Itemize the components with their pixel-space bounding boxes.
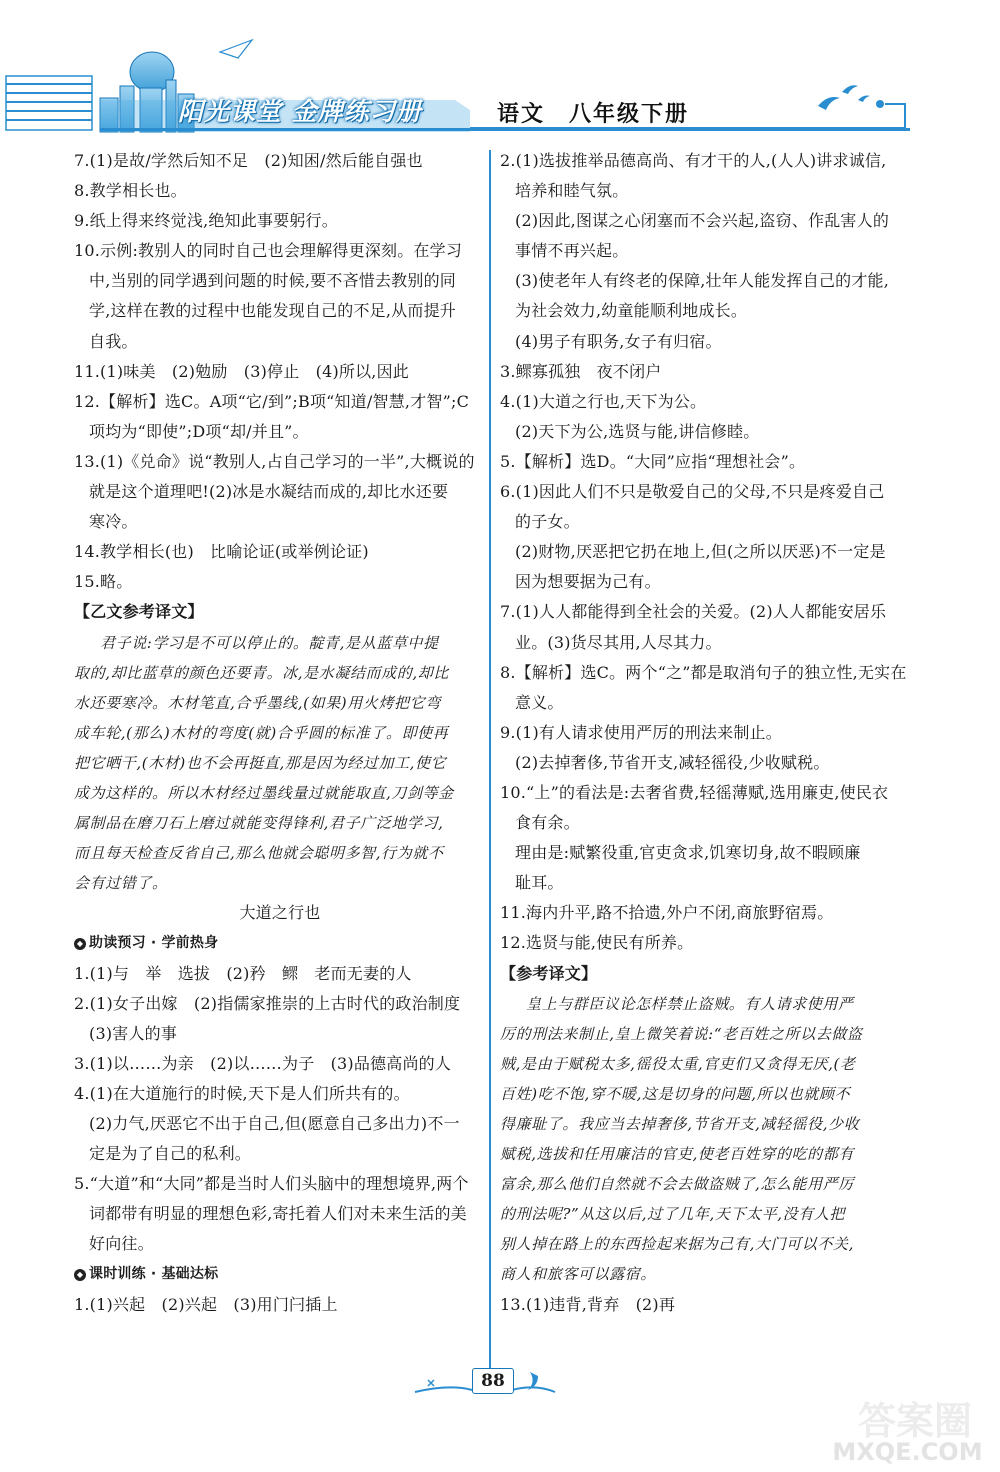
section-heading-text: 课时训练 · 基础达标 [89,1266,219,1283]
answer-line: 10.示例:教别人的同时自己也会理解得更深刻。在学习 [74,241,463,261]
answer-line: 耻耳。 [515,873,564,893]
answer-line: 10.“上”的看法是:去奢省费,轻徭薄赋,选用廉吏,使民衣 [500,782,889,802]
translation-line: 取的,却比蓝草的颜色还要青。冰,是水凝结而成的,却比 [74,663,449,682]
lesson-title: 大道之行也 [239,903,321,923]
column-divider [489,150,491,1375]
translation-line: 君子说:学习是不可以停止的。靛青,是从蓝草中提 [100,633,439,652]
answer-line: 9.(1)有人请求使用严厉的刑法来制止。 [500,722,782,742]
answer-line: 6.(1)因此人们不只是敬爱自己的父母,不只是疼爱自己 [500,482,885,502]
answer-line: (2)力气,厌恶它不出于自己,但(愿意自己多出力)不一 [89,1114,460,1133]
answer-line: 2.(1)女子出嫁 (2)指儒家推崇的上古时代的政治制度 [74,993,461,1013]
paper-plane-icon [220,40,252,58]
answer-line: 业。(3)货尽其用,人尽其力。 [515,632,722,652]
answer-line: 8.教学相长也。 [74,181,187,201]
answer-line: 就是这个道理吧!(2)冰是水凝结而成的,却比水还要 [89,482,449,502]
answer-line: (3)害人的事 [89,1023,178,1043]
answer-line: 培养和睦气氛。 [515,181,629,201]
answer-line: (2)财物,厌恶把它扔在地上,但(之所以厌恶)不一定是 [515,542,886,562]
answer-line: 项均为“即使”;D项“却/并且”。 [89,421,309,441]
answer-line: 好向往。 [89,1234,154,1254]
translation-line: 赋税,选拔和任用廉洁的官吏,使老百姓穿的吃的都有 [500,1145,854,1164]
answer-line: (2)天下为公,选贤与能,讲信修睦。 [515,421,760,441]
translation-line: 别人掉在路上的东西捡起来据为己有,大门可以不关, [500,1235,854,1254]
translation-line: 得廉耻了。我应当去掉奢侈,节省开支,减轻徭役,少收 [500,1115,860,1133]
section-marker-icon: ◆ [74,938,86,950]
answer-line: 13.(1)违背,背弃 (2)再 [500,1294,676,1314]
answer-line: 13.(1)《兑命》说“教别人,占自己学习的一半”,大概说的 [74,451,475,471]
answer-line: 7.(1)人人都能得到全社会的关爱。(2)人人都能安居乐 [500,602,887,622]
watermark-logo: 答案圈 [857,1399,972,1443]
answer-line: 1.(1)与 举 选拔 (2)矜 鳏 老而无妻的人 [74,963,412,983]
answer-line: (3)使老年人有终老的保障,壮年人能发挥自己的才能, [515,271,890,291]
answer-line: 4.(1)在大道施行的时候,天下是人们所共有的。 [74,1083,410,1103]
answer-line: 5.“大道”和“大同”都是当时人们头脑中的理想境界,两个 [74,1174,469,1194]
answer-line: 因为想要据为己有。 [515,572,661,592]
right-column [500,146,910,1320]
translation-line: 商人和旅客可以露宿。 [500,1265,657,1284]
translation-line: 百姓)吃不饱,穿不暖,这是切身的问题,所以也就顾不 [500,1084,851,1103]
translation-heading: 【参考译文】 [500,963,598,983]
answer-line: 3.鳏寡孤独 夜不闭户 [500,361,662,381]
answer-line: 3.(1)以……为亲 (2)以……为子 (3)品德高尚的人 [74,1053,452,1073]
translation-heading: 【乙文参考译文】 [74,602,204,622]
translation-line: 而且每天检查反省自己,那么他就会聪明多智,行为就不 [74,844,444,863]
translation-line: 成车轮,(那么)木材的弯度(就)合乎圆的标准了。即使再 [74,723,449,742]
answer-line: 学,这样在教的过程中也能发现自己的不足,从而提升 [89,301,456,321]
page-number: 88 [472,1368,514,1394]
answer-line: 1.(1)兴起 (2)兴起 (3)用门闩插上 [74,1294,338,1314]
answer-line: 15.略。 [74,572,133,592]
section-heading [74,1259,486,1289]
watermark-site: MXQE.COM [832,1438,983,1466]
answer-line: 14.教学相长(也) 比喻论证(或举例论证) [74,542,369,562]
answer-line: 12.【解析】选C。A项“它/到”;B项“知道/智慧,才智”;C [74,391,470,411]
answer-line: 寒冷。 [89,512,138,532]
translation-line: 富余,那么他们自然就不会去做盗贼了,怎么能用严厉 [500,1175,854,1194]
answer-line: 的子女。 [515,512,580,532]
birds-icon [818,85,870,110]
answer-line: 8.【解析】选C。两个“之”都是取消句子的独立性,无实在 [500,662,907,682]
translation-line: 皇上与群臣议论怎样禁止盗贼。有人请求使用严 [526,994,854,1013]
answer-line: 2.(1)选拔推举品德高尚、有才干的人,(人人)讲求诚信, [500,151,887,170]
answer-line: 11.(1)味美 (2)勉励 (3)停止 (4)所以,因此 [74,361,409,381]
page-header [0,0,1000,150]
left-column [74,146,486,1320]
answer-line: 为社会效力,幼童能顺利地成长。 [515,301,748,321]
translation-line: 成为这样的。所以木材经过墨线量过就能取直,刀剑等金 [74,783,454,802]
answer-line: 11.海内升平,路不拾遗,外户不闭,商旅野宿焉。 [500,903,834,923]
translation-line: 厉的刑法来制止,皇上微笑着说:“老百姓之所以去做盗 [500,1024,863,1043]
answer-line: 中,当别的同学遇到问题的时候,要不吝惜去教别的同 [89,271,456,291]
answer-line: 5.【解析】选D。“大同”应指“理想社会”。 [500,451,806,471]
answer-line: 自我。 [89,331,138,351]
translation-line: 水还要寒冷。木材笔直,合乎墨线,(如果)用火烤把它弯 [74,693,441,712]
answer-line: 理由是:赋繁役重,官吏贪求,饥寒切身,故不暇顾廉 [515,843,861,863]
translation-line: 属制品在磨刀石上磨过就能变得锋利,君子广泛地学习, [74,814,444,833]
answer-line: (2)因此,图谋之心闭塞而不会兴起,盗窃、作乱害人的 [515,211,890,231]
answer-line: (2)去掉奢侈,节省开支,减轻徭役,少收赋税。 [515,752,830,772]
section-heading-text: 助读预习 · 学前热身 [89,935,219,952]
answer-line: 9.纸上得来终觉浅,绝知此事要躬行。 [74,211,338,231]
translation-line: 会有过错了。 [74,874,168,893]
series-brand-title: 阳光课堂 金牌练习册 [178,97,422,126]
answer-line: (4)男子有职务,女子有归宿。 [515,331,722,351]
watermark [820,1390,995,1468]
subject-grade-label: 语文 八年级下册 [497,102,690,127]
answer-line: 事情不再兴起。 [515,241,629,261]
answer-line: 意义。 [515,692,564,712]
translation-line: 把它晒干,(木材)也不会再挺直,那是因为经过加工,使它 [74,753,447,772]
answer-line: 词都带有明显的理想色彩,寄托着人们对未来生活的美 [89,1204,467,1224]
answer-line: 7.(1)是故/学然后知不足 (2)知困/然后能自强也 [74,151,423,170]
answer-line: 12.选贤与能,使民有所养。 [500,933,694,953]
answer-line: 定是为了自己的私利。 [89,1144,252,1164]
answer-line: 4.(1)大道之行也,天下为公。 [500,391,707,411]
section-marker-icon: ◆ [74,1269,86,1281]
translation-line: 贼,是由于赋税太多,徭役太重,官吏们又贪得无厌,(老 [500,1054,856,1073]
section-heading [74,928,486,958]
answer-line: 食有余。 [515,813,580,833]
translation-line: 的刑法呢?”从这以后,过了几年,天下太平,没有人把 [500,1205,846,1224]
header-stripes [6,76,92,130]
